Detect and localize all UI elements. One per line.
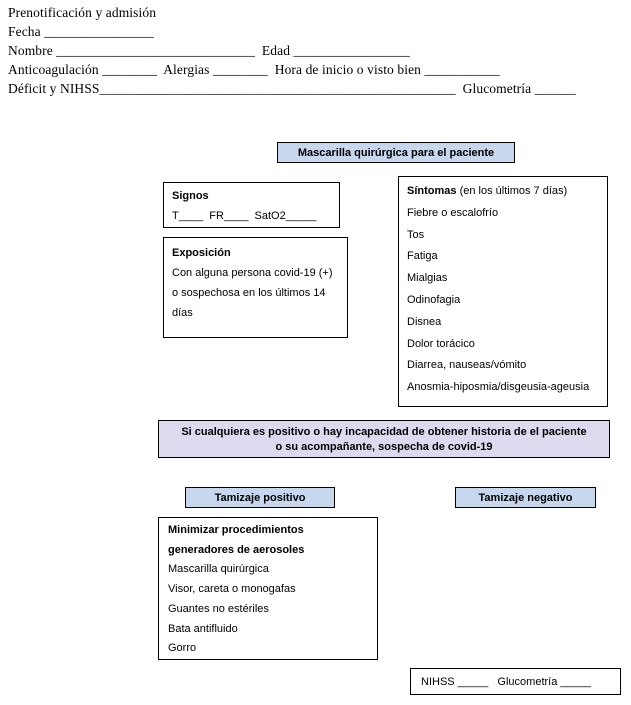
- tamizaje-negativo-banner: Tamizaje negativo: [455, 487, 596, 508]
- minimizar-aerosoles-box: [158, 517, 378, 660]
- covid-suspicion-banner: [158, 420, 610, 458]
- signos-box: [163, 182, 340, 228]
- sintomas-title-line: [407, 181, 599, 203]
- anticoagulacion-field-line: Anticoagulación ________ Alergias ________ Hora de inicio o visto bien ___________: [8, 62, 500, 77]
- minimizar-item: Gorro: [168, 642, 197, 655]
- sintomas-title: Síntomas: [407, 185, 457, 197]
- sintomas-item: Diarrea, nauseas/vómito: [407, 359, 527, 372]
- tamizaje-positivo-banner: Tamizaje positivo: [185, 487, 335, 508]
- exposicion-text-line: o sospechosa en los últimos 14: [172, 287, 326, 299]
- covid-suspicion-line: Si cualquiera es positivo o hay incapacidad de obtener historia de el paciente: [181, 426, 587, 438]
- sintomas-subtitle: (en los últimos 7 días): [456, 185, 568, 197]
- sintomas-box: [398, 176, 608, 407]
- minimizar-item: Visor, careta o monogafas: [168, 583, 296, 596]
- sintomas-item: Fatiga: [407, 250, 438, 263]
- sintomas-item: Fiebre o escalofrío: [407, 206, 499, 219]
- exposicion-title: Exposición: [172, 247, 231, 259]
- nihss-glucometria-box: NIHSS _____ Glucometría _____: [410, 668, 621, 695]
- exposicion-box: [163, 237, 348, 338]
- nombre-edad-field-line: Nombre _____________________________ Edad _________________: [8, 43, 410, 58]
- mask-banner: Mascarilla quirúrgica para el paciente: [277, 142, 515, 163]
- minimizar-title-line: Minimizar procedimientos: [168, 524, 304, 536]
- sintomas-item: Anosmia-hiposmia/disgeusia-ageusia: [407, 381, 590, 394]
- exposicion-text-line: Con alguna persona covid-19 (+): [172, 267, 333, 279]
- covid-suspicion-line: o su acompañante, sospecha de covid-19: [275, 441, 493, 453]
- signos-vitals-line: T____ FR____ SatO2_____: [172, 210, 317, 222]
- sintomas-item: Tos: [407, 228, 425, 241]
- sintomas-item: Disnea: [407, 315, 442, 328]
- signos-title: Signos: [172, 190, 209, 202]
- sintomas-item: Dolor torácico: [407, 337, 475, 350]
- page-title: Prenotificación y admisión: [8, 5, 157, 20]
- fecha-field-line: Fecha ________________: [8, 24, 154, 39]
- exposicion-text-line: días: [172, 307, 193, 319]
- minimizar-item: Mascarilla quirúrgica: [168, 563, 269, 576]
- deficit-nihss-field-line: Déficit y NIHSS____________________________________________________ Glucometría ______: [8, 81, 576, 96]
- minimizar-item: Bata antifluido: [168, 622, 238, 635]
- minimizar-title-line: generadores de aerosoles: [168, 543, 305, 556]
- sintomas-item: Mialgias: [407, 272, 448, 285]
- sintomas-item: Odinofagia: [407, 293, 461, 306]
- minimizar-item: Guantes no estériles: [168, 602, 269, 615]
